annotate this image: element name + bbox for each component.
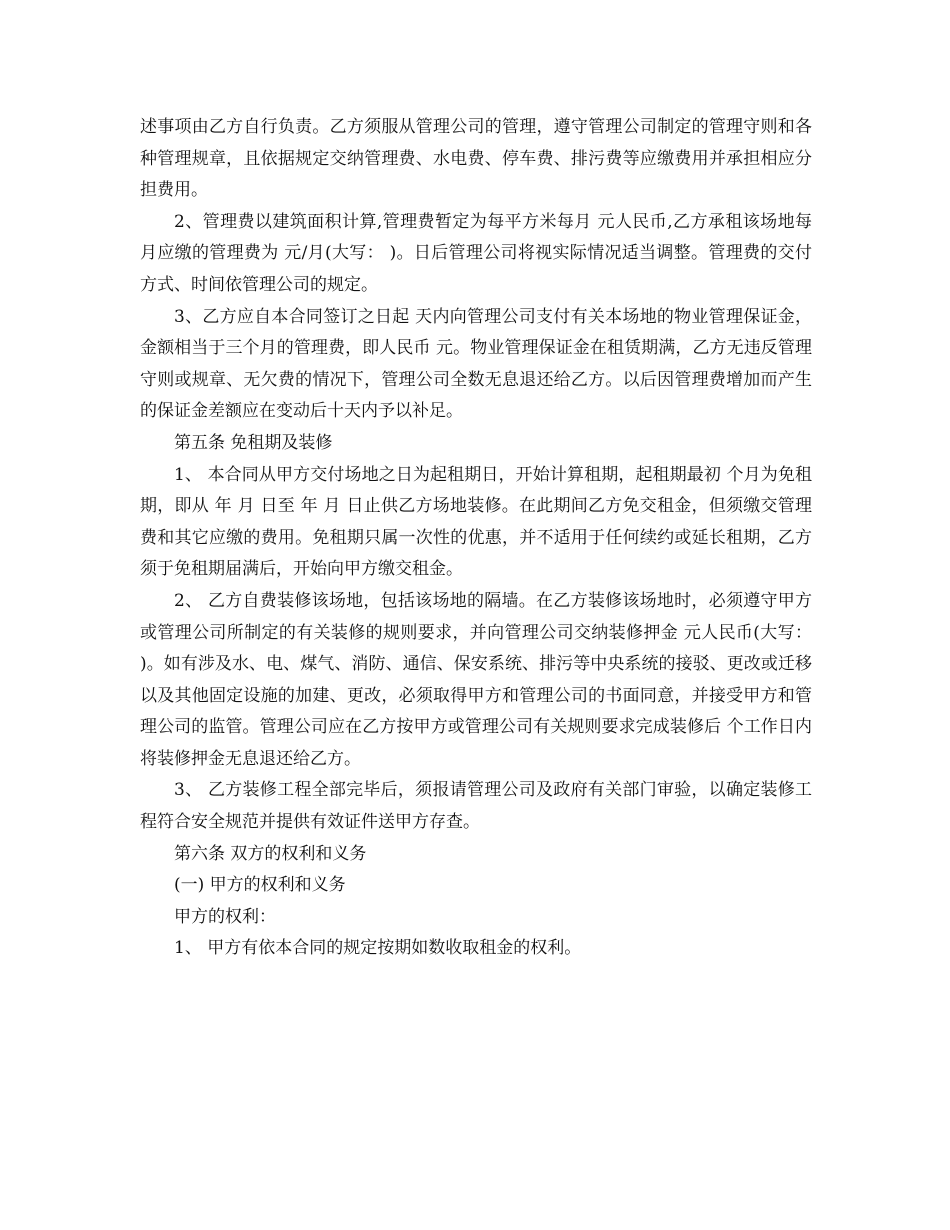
paragraph-continuation: 述事项由乙方自行负责。乙方须服从管理公司的管理，遵守管理公司制定的管理守则和各种管理规章，且依据规定交纳管理费、水电费、停车费、排污费等应缴费用并承担相应分担费用。 — [140, 117, 812, 201]
section-1-heading: (一) 甲方的权利和义务 — [174, 875, 346, 896]
paragraph-deposit: 3、乙方应自本合同签订之日起 天内向管理公司支付有关本场地的物业管理保证金，金额相当于三个月的管理费，即人民币 元。物业管理保证金在租赁期满，乙方无违反管理守则或规章、无欠费的情况下，管理公司全数无息退还给乙方。以后因管理费增加而产生的保证金差额应在变动后十天内予以补足。 — [140, 306, 812, 422]
paragraph-party-a-right-1: 1、 甲方有依本合同的规定按期如数收取租金的权利。 — [174, 938, 582, 959]
party-a-rights-heading: 甲方的权利： — [174, 906, 276, 927]
article-5-heading: 第五条 免租期及装修 — [174, 432, 333, 453]
paragraph-inspection: 3、 乙方装修工程全部完毕后，须报请管理公司及政府有关部门审验，以确定装修工程符合安全规范并提供有效证件送甲方存查。 — [140, 780, 812, 833]
paragraph-rent-free-period: 1、 本合同从甲方交付场地之日为起租期日，开始计算租期，起租期最初 个月为免租期，即从 年 月 日至 年 月 日止供乙方场地装修。在此期间乙方免交租金，但须缴交管理费和其它应缴的费用。免租期只属一次性的优惠，并不适用于任何续约或延长租期，乙方须于免租期届满后，开始向甲方缴交租金。 — [140, 464, 812, 580]
paragraph-renovation: 2、 乙方自费装修该场地，包括该场地的隔墙。在乙方装修该场地时，必须遵守甲方或管理公司所制定的有关装修的规则要求，并向管理公司交纳装修押金 元人民币(大写： )。如有涉及水、电、煤气、消防、通信、保安系统、排污等中央系统的接驳、更改或迁移以及其他固定设施的加建、更改，必须取得甲方和管理公司的书面同意，并接受甲方和管理公司的监管。管理公司应在乙方按甲方或管理公司有关规则要求完成装修后 个工作日内将装修押金无息退还给乙方。 — [140, 590, 812, 769]
paragraph-management-fee: 2、管理费以建筑面积计算,管理费暂定为每平方米每月 元人民币,乙方承租该场地每月应缴的管理费为 元/月(大写： )。日后管理公司将视实际情况适当调整。管理费的交付方式、时间依管理公司的规定。 — [140, 211, 812, 295]
article-6-heading: 第六条 双方的权利和义务 — [174, 843, 367, 864]
document-page — [140, 112, 812, 965]
